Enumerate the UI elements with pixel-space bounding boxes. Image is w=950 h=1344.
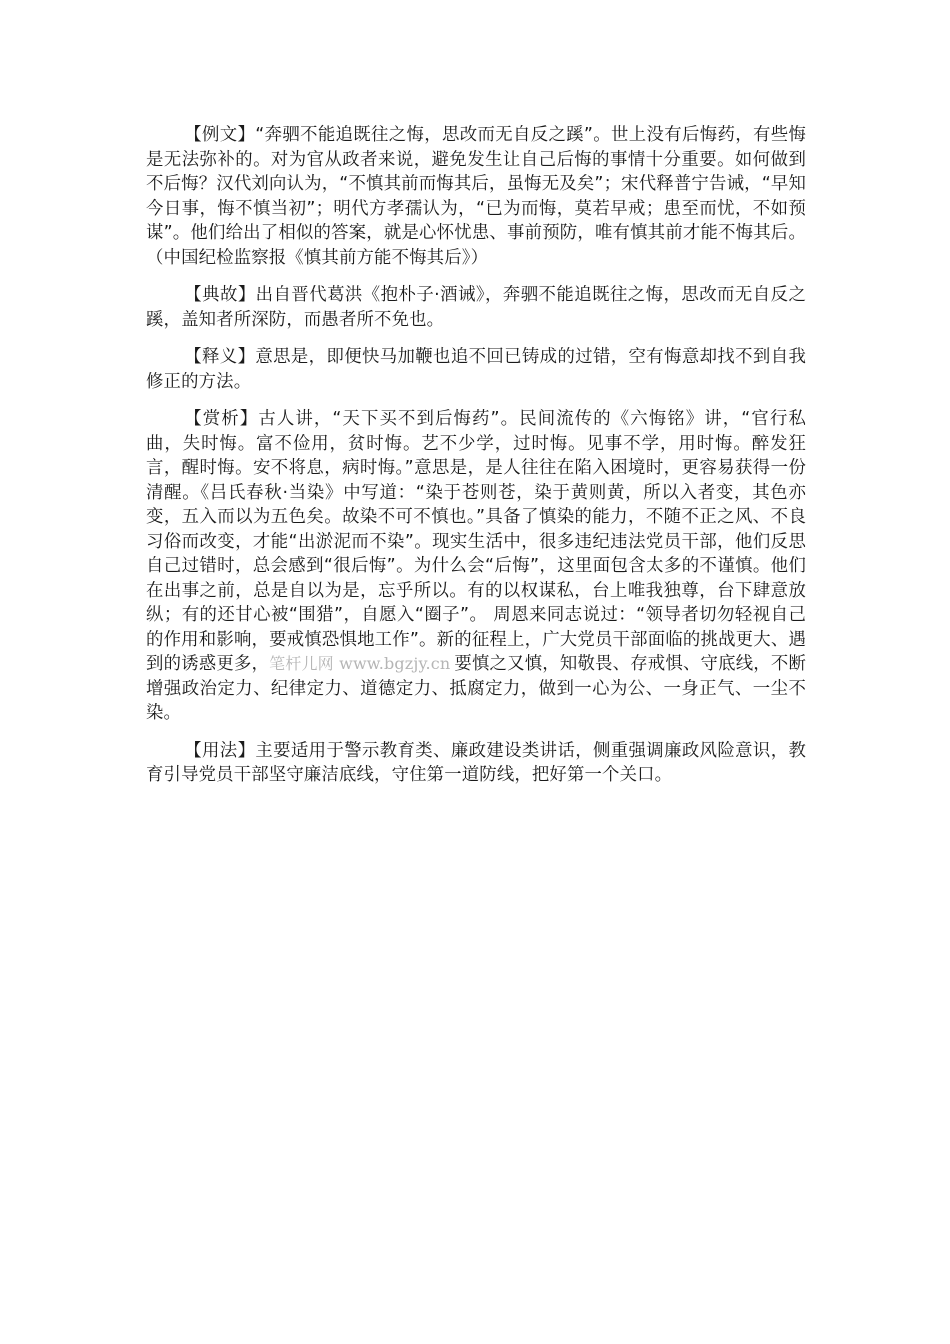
allusion-label: 【典故】 xyxy=(184,285,256,305)
meaning-label: 【释义】 xyxy=(184,347,256,367)
site-watermark: 笔杆儿网 www.bgzjy.cn xyxy=(269,654,451,673)
appreciation-label: 【赏析】 xyxy=(184,409,259,429)
example-label: 【例文】 xyxy=(184,125,256,145)
example-text: “奔驷不能追既往之悔，思改而无自反之蹊”。世上没有后悔药，有些悔是无法弥补的。对为官从政者来说，避免发生让自己后悔的事情十分重要。如何做到不后悔？汉代刘向认为，“不慎其前而悔其后，虽悔无及矣”；宋代释普宁告诫，“早知今日事，悔不慎当初”；明代方孝孺认为，“已为而悔，莫若早戒；患至而忧，不如预谋”。他们给出了相似的答案，就是心怀忧患、事前预防，唯有慎其前才能不悔其后。（中国纪检监察报《慎其前方能不悔其后》） xyxy=(146,125,806,268)
example-paragraph xyxy=(146,123,806,270)
appreciation-paragraph xyxy=(146,407,806,726)
meaning-text: 意思是，即便快马加鞭也追不回已铸成的过错，空有悔意却找不到自我修正的方法。 xyxy=(146,347,807,392)
allusion-text: 出自晋代葛洪《抱朴子·酒诫》，奔驷不能追既往之悔，思改而无自反之蹊，盖知者所深防，而愚者所不免也。 xyxy=(146,285,806,330)
meaning-paragraph xyxy=(146,345,806,394)
usage-label: 【用法】 xyxy=(184,740,256,761)
usage-text: 主要适用于警示教育类、廉政建设类讲话，侧重强调廉政风险意识，教育引导党员干部坚守廉洁底线，守住第一道防线，把好第一个关口。 xyxy=(146,740,807,785)
allusion-paragraph xyxy=(146,283,806,332)
usage-paragraph xyxy=(146,739,806,788)
appreciation-text: 古人讲，“天下买不到后悔药”。民间流传的《六悔铭》讲，“官行私曲，失时悔。富不俭用，贫时悔。艺不少学，过时悔。见事不学，用时悔。醉发狂言，醒时悔。安不将息，病时悔。”意思是，是人往往在陷入困境时，更容易获得一份清醒。《吕氏春秋·当染》中写道：“染于苍则苍，染于黄则黄，所以入者变，其色亦变，五入而以为五色矣。故染不可不慎也。”具备了慎染的能力，不随不正之风、不良习俗而改变，才能“出淤泥而不染”。现实生活中，很多违纪违法党员干部，他们反思自己过错时，总会感到“很后悔”。为什么会“后悔”，这里面包含太多的不谨慎。他们在出事之前，总是自以为是，忘乎所以。有的以权谋私，台上唯我独尊，台下肆意放纵；有的还甘心被“围猎”，自愿入“圈子”。 周恩来同志说过：“领导者切勿轻视自己的作用和影响，要戒慎恐惧地工作”。新的征程上，广大党员干部面临的挑战更大、遇到的诱惑更多， xyxy=(146,409,806,674)
appreciation-text-continued: 要慎之又慎，知敬畏、存戒惧、守底线，不断增强政治定力、纪律定力、道德定力、抵腐定力，做到一心为公、一身正气、一尘不染。 xyxy=(146,654,806,723)
document-body xyxy=(146,123,806,801)
